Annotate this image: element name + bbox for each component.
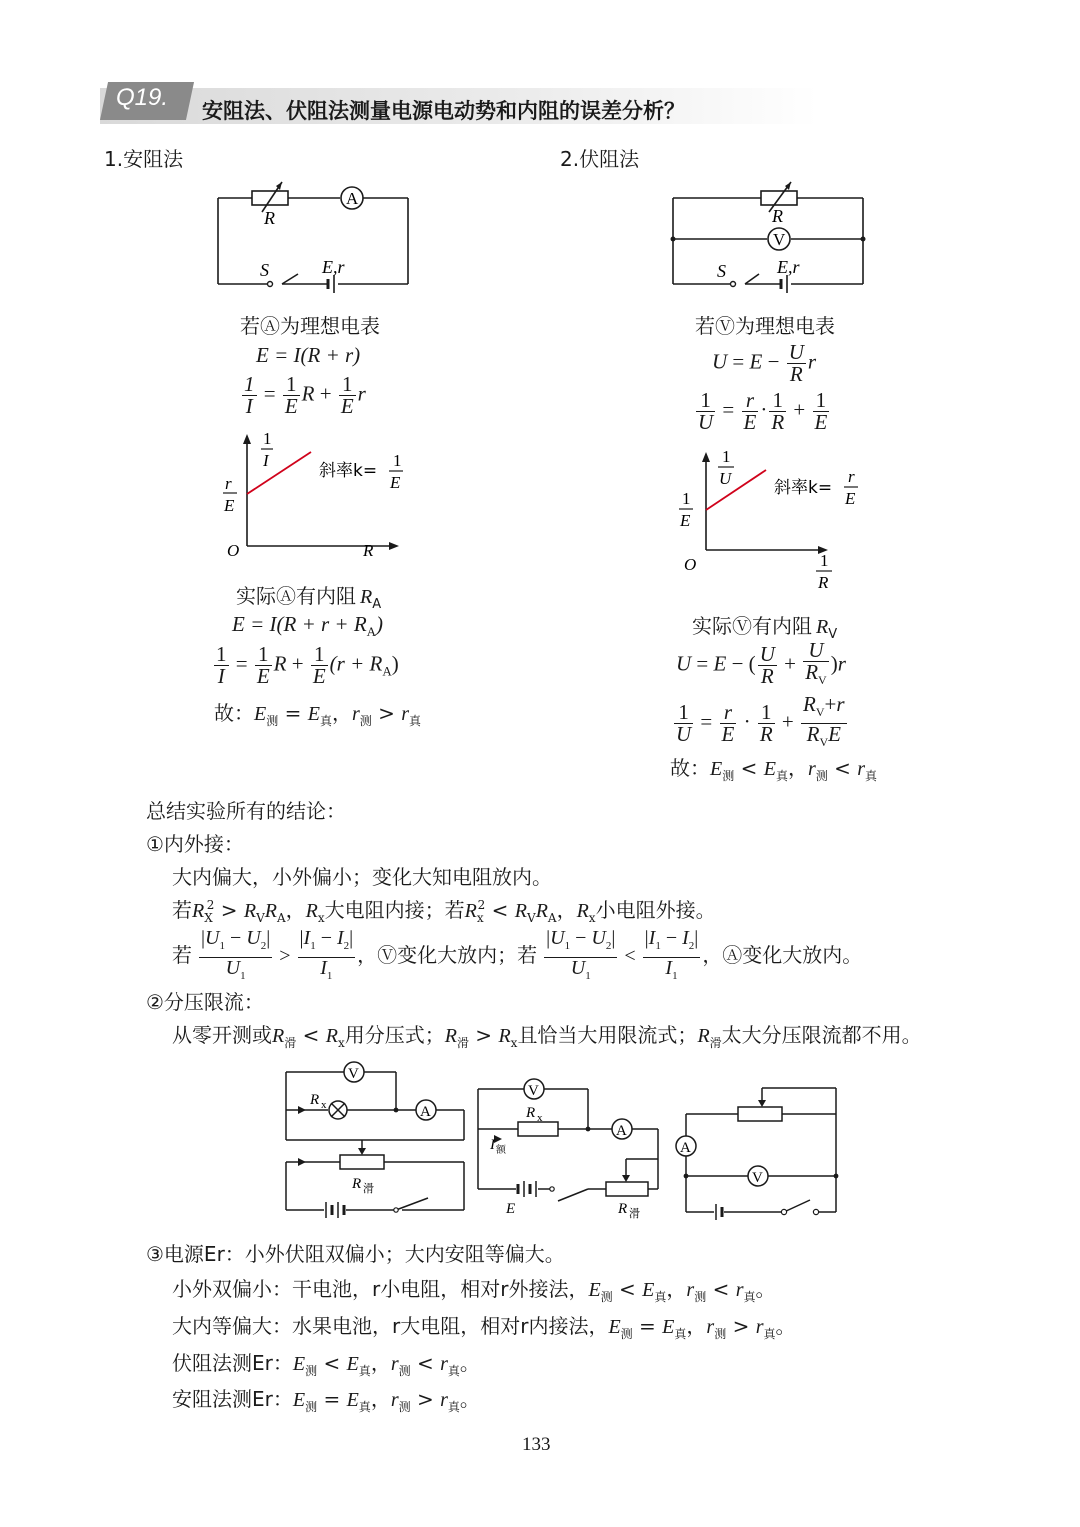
right-diag-r: R bbox=[772, 206, 783, 226]
svg-text:E: E bbox=[845, 489, 856, 508]
right-eq2: $\frac{1}{U}$ = $\frac{r}{E}$ · $\frac{1}{R}$ + $\frac{1}{E}$ bbox=[698, 388, 828, 434]
svg-text:滑: 滑 bbox=[363, 1182, 374, 1195]
right-diag-v: V bbox=[773, 230, 786, 249]
svg-text:U: U bbox=[719, 469, 732, 488]
svg-text:r: r bbox=[225, 474, 232, 493]
right-ideal: 若Ⓥ为理想电表 bbox=[695, 314, 835, 338]
svg-text:1: 1 bbox=[820, 551, 829, 570]
svg-text:E: E bbox=[680, 511, 691, 530]
svg-text:V: V bbox=[348, 1066, 359, 1082]
svg-text:R: R bbox=[526, 1105, 536, 1121]
svg-text:1: 1 bbox=[263, 429, 272, 448]
svg-text:E: E bbox=[506, 1201, 516, 1217]
svg-text:R: R bbox=[310, 1092, 320, 1108]
svg-text:1: 1 bbox=[393, 451, 402, 470]
summary-s3-l4: 安阻法测Er：$E_测 = E_真$，$r_测 > r_真$。 bbox=[172, 1387, 480, 1414]
right-eq3: U = E − ( $\frac{U}{R}$ + $\frac{U}{R_V}$ )r bbox=[676, 640, 846, 691]
summary-title: 总结实验所有的结论： bbox=[146, 799, 346, 823]
summary-s1-title: ①内外接： bbox=[146, 832, 244, 856]
summary-s3-title: ③电源Er：小外伏阻双偏小；大内安阻等偏大。 bbox=[146, 1242, 565, 1266]
svg-text:R: R bbox=[818, 573, 829, 592]
svg-text:斜率k=: 斜率k= bbox=[774, 478, 833, 498]
left-eq2: $\frac{1}{I}$ = $\frac{1}{E}$ R + $\frac{1}{E}$ r bbox=[244, 372, 366, 418]
left-heading: 1.安阻法 bbox=[104, 147, 184, 171]
summary-s3-l2: 大内等偏大：水果电池，r大电阻，相对r内接法，$E_测 = E_真$，$r_测 > r_真$。 bbox=[172, 1314, 796, 1341]
right-graph-line bbox=[706, 470, 766, 510]
svg-text:R: R bbox=[618, 1201, 628, 1217]
svg-text:A: A bbox=[616, 1123, 627, 1139]
svg-text:A: A bbox=[680, 1140, 691, 1156]
circuit-divider-3 bbox=[670, 1080, 845, 1225]
left-diag-r: R bbox=[264, 208, 275, 228]
circuit-divider-1 bbox=[280, 1060, 470, 1225]
svg-text:A: A bbox=[420, 1104, 431, 1120]
left-diag-er: E,r bbox=[322, 257, 345, 277]
left-ideal: 若Ⓐ为理想电表 bbox=[240, 314, 380, 338]
svg-text:V: V bbox=[752, 1170, 763, 1186]
svg-text:E: E bbox=[224, 496, 235, 515]
svg-text:x: x bbox=[537, 1112, 543, 1124]
left-conclusion: 故：$E_测 = E_真$，$r_测 > r_真$ bbox=[214, 701, 422, 728]
summary-s1-l2: 若$R_X^2 > R_VR_A$，$R_x$大电阻内接；若$R_x^2 < R_VR_A$，$R_x$小电阻外接。 bbox=[172, 898, 716, 925]
svg-text:斜率k=: 斜率k= bbox=[319, 461, 378, 481]
summary-s3-l3: 伏阻法测Er：$E_测 < E_真$，$r_测 < r_真$。 bbox=[172, 1351, 480, 1378]
svg-text:1: 1 bbox=[722, 447, 731, 466]
summary-s1-l1: 大内偏大，小外偏小；变化大知电阻放内。 bbox=[172, 865, 552, 889]
left-eq1: E = I(R + r) bbox=[256, 343, 361, 367]
svg-text:O: O bbox=[227, 541, 240, 560]
summary-s3-l1: 小外双偏小：干电池，r小电阻，相对r外接法，$E_测 < E_真$，$r_测 < r_真$。 bbox=[172, 1277, 776, 1304]
summary-s2-title: ②分压限流： bbox=[146, 990, 264, 1014]
right-actual: 实际Ⓥ有内阻 $R_V$ bbox=[692, 614, 838, 642]
svg-text:R: R bbox=[363, 541, 374, 560]
left-diag-a: A bbox=[346, 189, 359, 208]
left-graph bbox=[215, 430, 415, 565]
right-graph bbox=[670, 448, 870, 596]
right-heading: 2.伏阻法 bbox=[560, 147, 640, 171]
svg-text:E: E bbox=[390, 473, 401, 492]
svg-text:I: I bbox=[263, 451, 269, 470]
right-diag-er: E,r bbox=[777, 257, 800, 277]
ammeter-resistance-circuit bbox=[210, 180, 420, 295]
svg-text:x: x bbox=[321, 1099, 327, 1111]
svg-text:r: r bbox=[848, 467, 855, 486]
voltmeter-resistance-circuit bbox=[665, 180, 880, 295]
svg-text:1: 1 bbox=[682, 489, 691, 508]
page-title: 安阻法、伏阻法测量电源电动势和内阻的误差分析？ bbox=[202, 99, 685, 123]
circuit-divider-2 bbox=[472, 1075, 667, 1225]
left-graph-line bbox=[247, 452, 311, 494]
left-eq3: $E = I(R + r + R_A)$ bbox=[232, 612, 384, 640]
right-eq1: U = E − $\frac{U}{R}$ r bbox=[712, 340, 817, 386]
page-number: 133 bbox=[522, 1434, 551, 1455]
left-eq4: $\frac{1}{I}$ = $\frac{1}{E}$ R + $\frac{1}{E}$ $(r + R_A)$ bbox=[216, 642, 399, 688]
svg-text:O: O bbox=[684, 555, 697, 574]
left-actual: 实际Ⓐ有内阻 $R_A$ bbox=[236, 584, 382, 612]
summary-s2-l1: 从零开测或$R_滑 < R_x$用分压式；$R_滑 > R_x$且恰当大用限流式；$R_滑$太大分压限流都不用。 bbox=[172, 1023, 922, 1050]
svg-text:额: 额 bbox=[496, 1145, 506, 1156]
svg-text:V: V bbox=[528, 1083, 539, 1099]
svg-text:滑: 滑 bbox=[629, 1207, 640, 1220]
right-eq4: $\frac{1}{U}$ = $\frac{r}{E}$ · $\frac{1}{R}$ + $\frac{R_V+r}{R_VE}$ bbox=[672, 694, 849, 753]
left-diag-s: S bbox=[260, 260, 269, 280]
summary-s1-l3: 若 $\frac{|U_1 - U_2|}{U_1}$ > $\frac{|I_1 - I_2|}{I_1}$ ，Ⓥ变化大放内；若 $\frac{|U_1 - U_2|}{U_1}$ < $\frac{|I_1 - I_2|}{I_1}$ ，Ⓐ变化大放内。 bbox=[172, 928, 862, 987]
question-number: Q19. bbox=[116, 84, 169, 111]
svg-text:I: I bbox=[490, 1137, 495, 1153]
svg-text:R: R bbox=[352, 1176, 362, 1192]
right-diag-s: S bbox=[717, 261, 726, 281]
right-conclusion: 故：$E_测 < E_真$，$r_测 < r_真$ bbox=[670, 756, 878, 783]
